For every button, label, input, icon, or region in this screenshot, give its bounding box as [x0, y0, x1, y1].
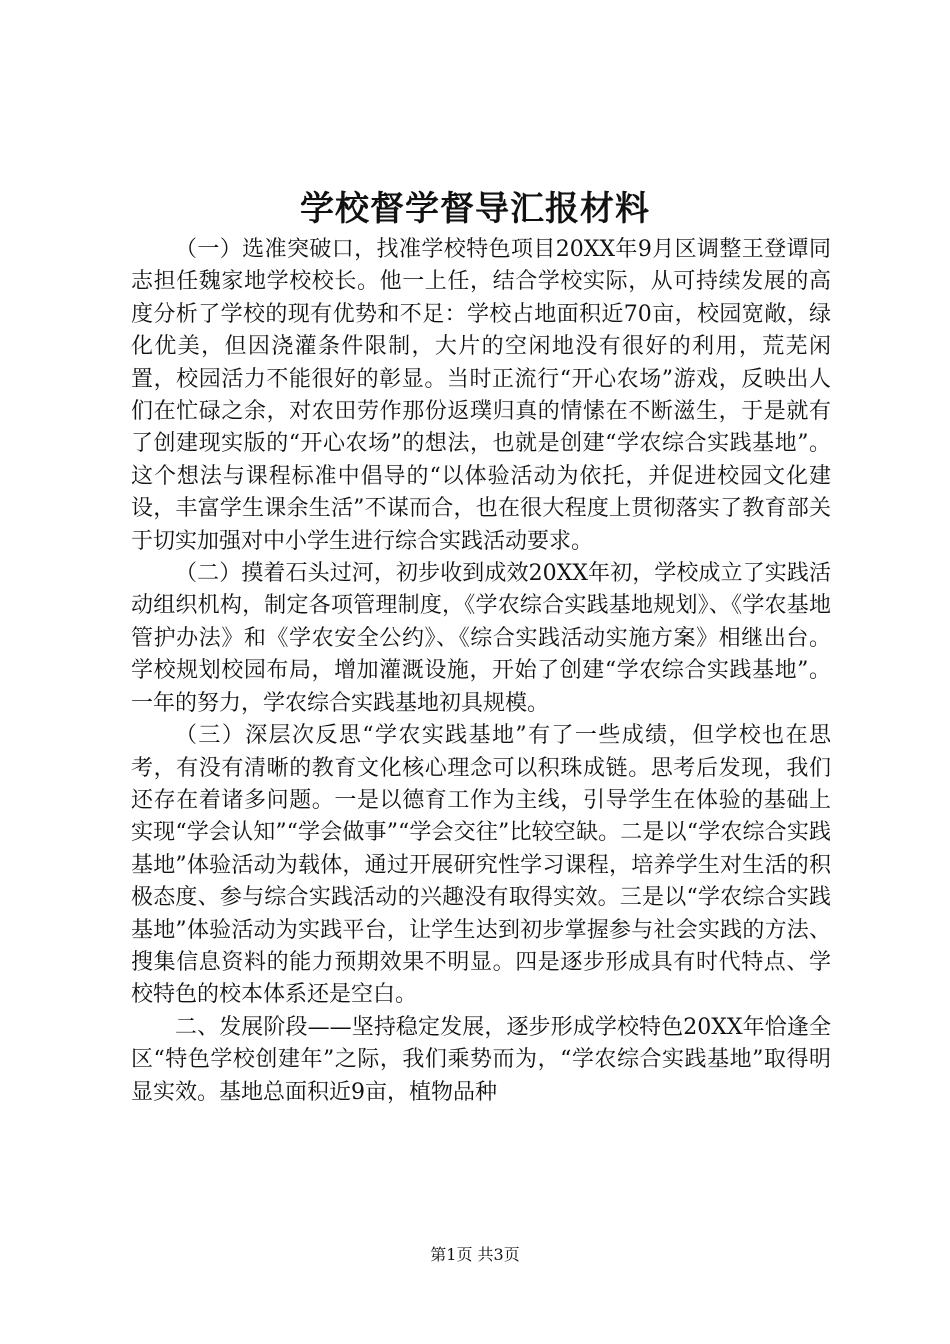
- document-body: [131, 234, 831, 1109]
- page-number-footer: 第1页 共3页: [430, 1245, 520, 1264]
- paragraph-section-4: 二、发展阶段——坚持稳定发展，逐步形成学校特色20XX年恰逢全区“特色学校创建年”之际，我们乘势而为，“学农综合实践基地”取得明显实效。基地总面积近9亩，植物品种: [131, 1014, 831, 1105]
- document-title: 学校督学督导汇报材料: [300, 189, 650, 229]
- paragraph-section-3: （三）深层次反思“学农实践基地”有了一些成绩，但学校也在思考，有没有清晰的教育文化核心理念可以积珠成链。思考后发现，我们还存在着诸多问题。一是以德育工作为主线，引导学生在体验的基础上实现“学会认知”“学会做事”“学会交往”比较空缺。二是以“学农综合实践基地”体验活动为载体，通过开展研究性学习课程，培养学生对生活的积极态度、参与综合实践活动的兴趣没有取得实效。三是以“学农综合实践基地”体验活动为实践平台，让学生达到初步掌握参与社会实践的方法、搜集信息资料的能力预期效果不明显。四是逐步形成具有时代特点、学校特色的校本体系还是空白。: [131, 723, 831, 1008]
- paragraph-section-1: （一）选准突破口，找准学校特色项目20XX年9月区调整王登谭同志担任魏家地学校校长。他一上任，结合学校实际，从可持续发展的高度分析了学校的现有优势和不足：学校占地面积近70亩，校园宽敞，绿化优美，但因浇灌条件限制，大片的空闲地没有很好的利用，荒芜闲置，校园活力不能很好的彰显。当时正流行“开心农场”游戏，反映出人们在忙碌之余，对农田劳作那份返璞归真的情愫在不断滋生，于是就有了创建现实版的“开心农场”的想法，也就是创建“学农综合实践基地”。这个想法与课程标准中倡导的“以体验活动为依托，并促进校园文化建设，丰富学生课余生活”不谋而合，也在很大程度上贯彻落实了教育部关于切实加强对中小学生进行综合实践活动要求。: [131, 237, 831, 554]
- paragraph-section-2: （二）摸着石头过河，初步收到成效20XX年初，学校成立了实践活动组织机构，制定各项管理制度，《学农综合实践基地规划》、《学农基地管护办法》和《学农安全公约》、《综合实践活动实施方案》相继出台。学校规划校园布局，增加灌溉设施，开始了创建“学农综合实践基地”。一年的努力，学农综合实践基地初具规模。: [131, 561, 831, 716]
